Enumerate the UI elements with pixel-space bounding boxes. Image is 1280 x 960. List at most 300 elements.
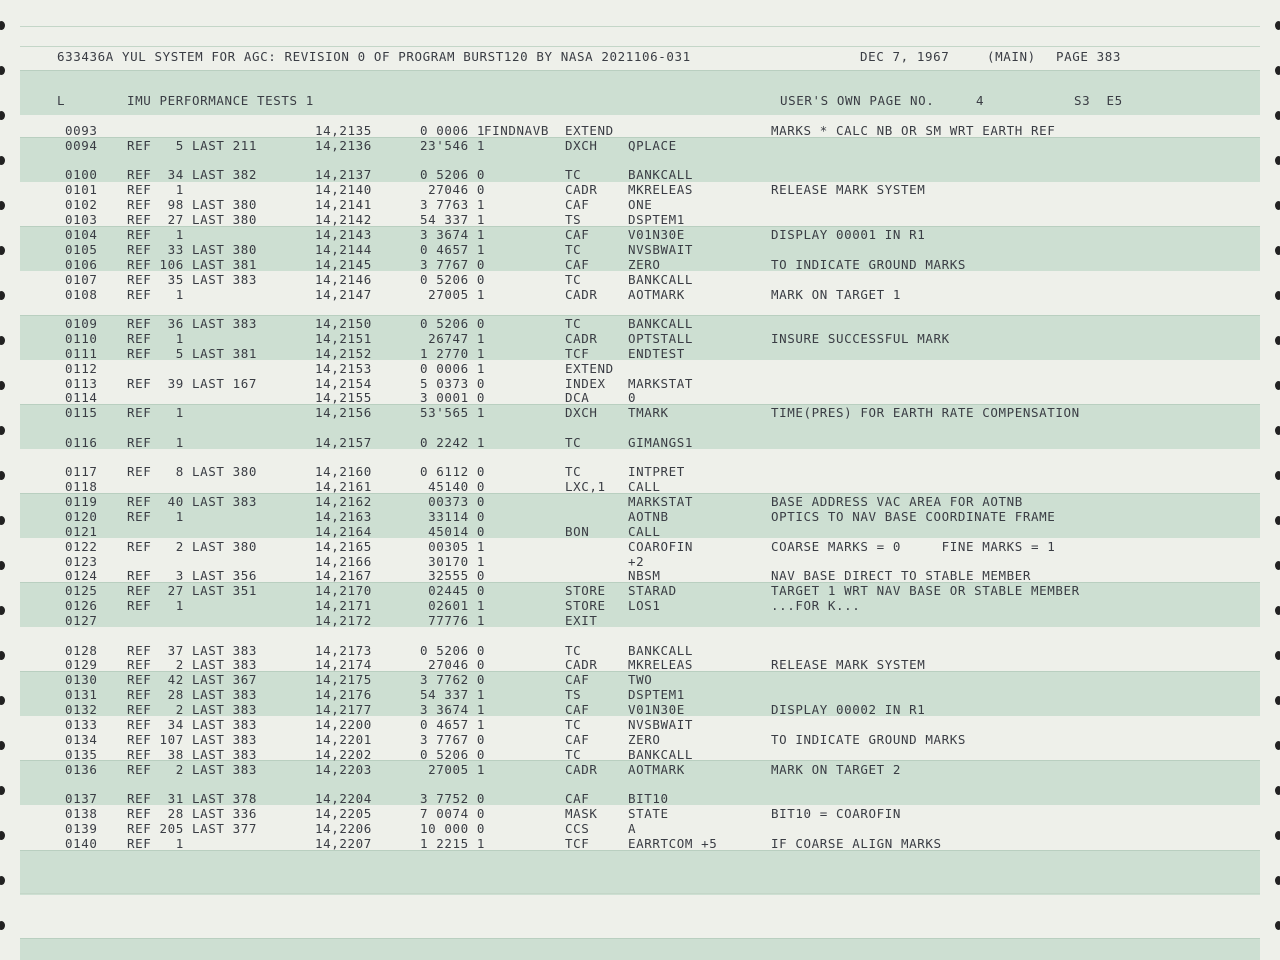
row-comment: MARKS * CALC NB OR SM WRT EARTH REF: [771, 123, 1056, 138]
row-line-number: 0106: [65, 256, 98, 272]
row-operand: AOTMARK: [628, 761, 685, 777]
row-address: 14,2156: [315, 405, 372, 421]
row-reference: REF 37 LAST 383: [127, 642, 258, 658]
row-line-number: 0094: [65, 137, 98, 153]
row-opcode: DCA: [565, 390, 590, 406]
row-reference: REF 2 LAST 383: [127, 657, 258, 673]
row-octal-word: 0 0006 1: [419, 123, 485, 138]
row-operand: DSPTEM1: [628, 687, 685, 703]
row-address: 14,2201: [315, 731, 372, 747]
row-opcode: LXC,1: [565, 479, 606, 494]
page-codes: S3 E5: [1074, 93, 1123, 108]
row-address: 14,2154: [315, 375, 372, 391]
row-address: 14,2150: [315, 315, 372, 331]
green-bar-band: [20, 938, 1260, 960]
row-address: 14,2153: [315, 360, 372, 376]
listing-row: [0, 807, 1280, 821]
row-operand: OPTSTALL: [628, 330, 694, 346]
row-reference: REF 40 LAST 383: [127, 493, 258, 509]
row-reference: REF 2 LAST 383: [127, 761, 258, 777]
row-line-number: 0135: [65, 746, 98, 762]
row-reference: REF 1: [127, 330, 184, 346]
listing-row: [0, 718, 1280, 732]
row-line-number: 0129: [65, 657, 98, 673]
row-operand: ZERO: [628, 256, 661, 272]
listing-row: [0, 510, 1280, 524]
row-operand: BANKCALL: [628, 271, 694, 287]
row-reference: REF 107 LAST 383: [127, 731, 258, 747]
listing-row: [0, 213, 1280, 227]
row-octal-word: 02601 1: [428, 598, 485, 614]
row-comment: RELEASE MARK SYSTEM: [771, 657, 926, 673]
row-line-number: 0138: [65, 806, 98, 821]
row-octal-word: 27005 1: [428, 286, 485, 302]
row-operand: V01N30E: [628, 226, 685, 242]
row-octal-word: 3 7752 0: [419, 791, 485, 807]
listing-row: [0, 540, 1280, 554]
own-page-number: 4: [976, 93, 985, 108]
row-comment: IF COARSE ALIGN MARKS: [771, 835, 942, 851]
listing-row: [0, 569, 1280, 583]
header-section: (MAIN): [987, 49, 1036, 64]
row-opcode: TC: [565, 315, 582, 331]
row-address: 14,2162: [315, 493, 372, 509]
row-operand: EARRTCOM +5: [628, 835, 718, 851]
row-opcode: CAF: [565, 226, 590, 242]
row-reference: REF 1: [127, 598, 184, 614]
row-octal-word: 77776 1: [428, 613, 485, 629]
row-opcode: CADR: [565, 657, 598, 673]
listing-row: [0, 198, 1280, 212]
row-address: 14,2203: [315, 761, 372, 777]
row-octal-word: 3 7763 1: [419, 197, 485, 213]
row-line-number: 0115: [65, 405, 98, 421]
row-line-number: 0136: [65, 761, 98, 777]
row-address: 14,2155: [315, 390, 372, 406]
row-comment: MARK ON TARGET 2: [771, 761, 902, 777]
row-address: 14,2176: [315, 687, 372, 703]
row-opcode: TC: [565, 746, 582, 762]
row-opcode: BON: [565, 523, 590, 539]
row-reference: REF 34 LAST 383: [127, 717, 258, 732]
row-comment: TARGET 1 WRT NAV BASE OR STABLE MEMBER: [771, 583, 1080, 599]
row-octal-word: 3 0001 0: [419, 390, 485, 406]
listing-row: [0, 139, 1280, 153]
row-operand: AOTNB: [628, 508, 669, 524]
log-title: IMU PERFORMANCE TESTS 1: [127, 93, 314, 108]
row-opcode: EXIT: [565, 613, 598, 629]
row-address: 14,2165: [315, 538, 372, 554]
row-octal-word: 27046 0: [428, 182, 485, 198]
listing-row: [0, 822, 1280, 836]
row-line-number: 0120: [65, 508, 98, 524]
row-opcode: CAF: [565, 197, 590, 213]
row-reference: REF 42 LAST 367: [127, 672, 258, 688]
row-line-number: 0131: [65, 687, 98, 703]
row-comment: DISPLAY 00001 IN R1: [771, 226, 926, 242]
sprocket-hole: [0, 426, 5, 435]
row-operand: BIT10: [628, 791, 669, 807]
row-opcode: CADR: [565, 182, 598, 198]
listing-row: [0, 688, 1280, 702]
listing-row: [0, 317, 1280, 331]
row-line-number: 0109: [65, 315, 98, 331]
row-reference: REF 1: [127, 508, 184, 524]
listing-row: [0, 658, 1280, 672]
row-opcode: CCS: [565, 820, 590, 836]
row-operand: COAROFIN: [628, 538, 694, 554]
row-operand: QPLACE: [628, 137, 677, 153]
row-line-number: 0104: [65, 226, 98, 242]
listing-row: [0, 644, 1280, 658]
row-reference: REF 27 LAST 351: [127, 583, 258, 599]
row-opcode: TC: [565, 271, 582, 287]
row-octal-word: 26747 1: [428, 330, 485, 346]
row-comment: OPTICS TO NAV BASE COORDINATE FRAME: [771, 508, 1056, 524]
row-operand: CALL: [628, 523, 661, 539]
row-line-number: 0125: [65, 583, 98, 599]
row-opcode: TC: [565, 717, 582, 732]
row-address: 14,2205: [315, 806, 372, 821]
header-page: PAGE 383: [1056, 49, 1122, 64]
row-address: 14,2202: [315, 746, 372, 762]
row-opcode: CADR: [565, 286, 598, 302]
row-opcode: CAF: [565, 791, 590, 807]
row-octal-word: 7 0074 0: [419, 806, 485, 821]
row-opcode: CAF: [565, 256, 590, 272]
row-reference: REF 2 LAST 380: [127, 538, 258, 554]
row-octal-word: 54 337 1: [419, 212, 485, 227]
row-operand: GIMANGS1: [628, 434, 694, 450]
row-address: 14,2135: [315, 123, 372, 138]
sprocket-hole: [0, 66, 5, 75]
listing-row: [0, 436, 1280, 450]
row-address: 14,2170: [315, 583, 372, 599]
row-address: 14,2207: [315, 835, 372, 851]
header-title: 633436A YUL SYSTEM FOR AGC: REVISION 0 OF PROGRAM BURST120 BY NASA 2021106-031: [57, 49, 691, 64]
row-reference: REF 31 LAST 378: [127, 791, 258, 807]
row-opcode: DXCH: [565, 137, 598, 153]
row-operand: A: [628, 820, 637, 836]
row-operand: NVSBWAIT: [628, 717, 694, 732]
row-address: 14,2206: [315, 820, 372, 836]
row-reference: REF 38 LAST 383: [127, 746, 258, 762]
row-octal-word: 00373 0: [428, 493, 485, 509]
row-reference: REF 5 LAST 381: [127, 345, 258, 361]
row-line-number: 0127: [65, 613, 98, 629]
row-opcode: STORE: [565, 583, 606, 599]
row-line-number: 0124: [65, 568, 98, 584]
row-address: 14,2136: [315, 137, 372, 153]
row-reference: REF 35 LAST 383: [127, 271, 258, 287]
row-line-number: 0103: [65, 212, 98, 227]
sprocket-hole: [1275, 111, 1280, 120]
listing-row: [0, 525, 1280, 539]
row-octal-word: 0 5206 0: [419, 271, 485, 287]
row-line-number: 0121: [65, 523, 98, 539]
row-line-number: 0107: [65, 271, 98, 287]
listing-row: [0, 733, 1280, 747]
row-operand: DSPTEM1: [628, 212, 685, 227]
row-line-number: 0114: [65, 390, 98, 406]
row-opcode: TCF: [565, 835, 590, 851]
listing-row: [0, 273, 1280, 287]
row-octal-word: 3 3674 1: [419, 702, 485, 718]
row-reference: REF 98 LAST 380: [127, 197, 258, 213]
row-address: 14,2142: [315, 212, 372, 227]
row-line-number: 0130: [65, 672, 98, 688]
row-octal-word: 1 2770 1: [419, 345, 485, 361]
row-opcode: MASK: [565, 806, 598, 821]
row-comment: RELEASE MARK SYSTEM: [771, 182, 926, 198]
row-address: 14,2145: [315, 256, 372, 272]
row-line-number: 0126: [65, 598, 98, 614]
row-address: 14,2174: [315, 657, 372, 673]
row-reference: REF 1: [127, 405, 184, 421]
row-operand: +2: [628, 553, 645, 569]
listing-row: [0, 837, 1280, 851]
listing-row: [0, 673, 1280, 687]
row-operand: MKRELEAS: [628, 657, 694, 673]
row-octal-word: 3 7767 0: [419, 256, 485, 272]
sprocket-hole: [0, 156, 5, 165]
row-operand: NVSBWAIT: [628, 241, 694, 257]
sprocket-hole: [1275, 876, 1280, 885]
row-reference: REF 3 LAST 356: [127, 568, 258, 584]
row-octal-word: 0 0006 1: [419, 360, 485, 376]
sprocket-hole: [1275, 921, 1280, 930]
row-octal-word: 33114 0: [428, 508, 485, 524]
row-line-number: 0101: [65, 182, 98, 198]
row-comment: BIT10 = COAROFIN: [771, 806, 902, 821]
listing-row: [0, 480, 1280, 494]
row-reference: REF 106 LAST 381: [127, 256, 258, 272]
row-comment: INSURE SUCCESSFUL MARK: [771, 330, 950, 346]
row-address: 14,2143: [315, 226, 372, 242]
row-opcode: TC: [565, 167, 582, 183]
row-operand: MARKSTAT: [628, 493, 694, 509]
row-address: 14,2172: [315, 613, 372, 629]
listing-row: [0, 377, 1280, 391]
row-opcode: CAF: [565, 702, 590, 718]
row-operand: STARAD: [628, 583, 677, 599]
row-operand: MARKSTAT: [628, 375, 694, 391]
row-line-number: 0122: [65, 538, 98, 554]
row-opcode: TC: [565, 241, 582, 257]
listing-row: [0, 614, 1280, 628]
listing-row: [0, 465, 1280, 479]
row-octal-word: 00305 1: [428, 538, 485, 554]
listing-row: [0, 406, 1280, 420]
row-address: 14,2161: [315, 479, 372, 494]
row-operand: LOS1: [628, 598, 661, 614]
row-comment: MARK ON TARGET 1: [771, 286, 902, 302]
row-octal-word: 27046 0: [428, 657, 485, 673]
row-reference: REF 1: [127, 835, 184, 851]
row-opcode: CADR: [565, 330, 598, 346]
row-octal-word: 54 337 1: [419, 687, 485, 703]
listing-row: [0, 183, 1280, 197]
row-line-number: 0134: [65, 731, 98, 747]
row-reference: REF 39 LAST 167: [127, 375, 258, 391]
row-reference: REF 205 LAST 377: [127, 820, 258, 836]
row-line-number: 0110: [65, 330, 98, 346]
listing-row: [0, 168, 1280, 182]
row-opcode: INDEX: [565, 375, 606, 391]
listing-row: [0, 258, 1280, 272]
row-operand: MKRELEAS: [628, 182, 694, 198]
row-line-number: 0100: [65, 167, 98, 183]
sprocket-hole: [1275, 66, 1280, 75]
listing-row: [0, 792, 1280, 806]
listing-row: [0, 584, 1280, 598]
row-operand: AOTMARK: [628, 286, 685, 302]
listing-row: [0, 763, 1280, 777]
row-address: 14,2175: [315, 672, 372, 688]
row-reference: REF 28 LAST 336: [127, 806, 258, 821]
row-octal-word: 32555 0: [428, 568, 485, 584]
log-marker: L: [57, 93, 66, 108]
row-operand: ENDTEST: [628, 345, 685, 361]
row-comment: DISPLAY 00002 IN R1: [771, 702, 926, 718]
row-octal-word: 0 5206 0: [419, 642, 485, 658]
row-address: 14,2164: [315, 523, 372, 539]
row-octal-word: 5 0373 0: [419, 375, 485, 391]
row-address: 14,2204: [315, 791, 372, 807]
row-reference: REF 27 LAST 380: [127, 212, 258, 227]
row-address: 14,2200: [315, 717, 372, 732]
row-operand: BANKCALL: [628, 746, 694, 762]
row-operand: STATE: [628, 806, 669, 821]
row-operand: INTPRET: [628, 464, 685, 480]
own-page-label: USER'S OWN PAGE NO.: [780, 93, 935, 108]
row-address: 14,2141: [315, 197, 372, 213]
row-address: 14,2157: [315, 434, 372, 450]
row-opcode: EXTEND: [565, 123, 614, 138]
row-reference: REF 36 LAST 383: [127, 315, 258, 331]
row-line-number: 0140: [65, 835, 98, 851]
row-address: 14,2144: [315, 241, 372, 257]
row-octal-word: 0 4657 1: [419, 241, 485, 257]
row-label: FINDNAVB: [484, 123, 550, 138]
green-bar-band: [20, 850, 1260, 895]
row-octal-word: 30170 1: [428, 553, 485, 569]
row-address: 14,2177: [315, 702, 372, 718]
row-line-number: 0133: [65, 717, 98, 732]
row-octal-word: 53'565 1: [419, 405, 485, 421]
listing-row: [0, 332, 1280, 346]
row-octal-word: 3 3674 1: [419, 226, 485, 242]
row-opcode: CADR: [565, 761, 598, 777]
row-octal-word: 3 7767 0: [419, 731, 485, 747]
paper-rule: [20, 26, 1260, 27]
row-line-number: 0093: [65, 123, 98, 138]
header-date: DEC 7, 1967: [860, 49, 950, 64]
listing-row: [0, 362, 1280, 376]
row-octal-word: 3 7762 0: [419, 672, 485, 688]
sprocket-hole: [1275, 21, 1280, 30]
row-opcode: TC: [565, 642, 582, 658]
row-operand: BANKCALL: [628, 642, 694, 658]
row-operand: TWO: [628, 672, 653, 688]
row-address: 14,2160: [315, 464, 372, 480]
paper-rule: [20, 46, 1260, 47]
listing-row: [0, 495, 1280, 509]
row-line-number: 0123: [65, 553, 98, 569]
row-operand: ONE: [628, 197, 653, 213]
row-opcode: EXTEND: [565, 360, 614, 376]
row-octal-word: 1 2215 1: [419, 835, 485, 851]
row-opcode: TC: [565, 434, 582, 450]
row-line-number: 0132: [65, 702, 98, 718]
row-opcode: CAF: [565, 731, 590, 747]
sprocket-hole: [1275, 426, 1280, 435]
row-comment: NAV BASE DIRECT TO STABLE MEMBER: [771, 568, 1032, 584]
row-octal-word: 45140 0: [428, 479, 485, 494]
listing-row: [0, 347, 1280, 361]
row-address: 14,2167: [315, 568, 372, 584]
row-octal-word: 0 5206 0: [419, 315, 485, 331]
sprocket-hole: [0, 921, 5, 930]
row-comment: BASE ADDRESS VAC AREA FOR AOTNB: [771, 493, 1023, 509]
row-opcode: DXCH: [565, 405, 598, 421]
row-reference: REF 5 LAST 211: [127, 137, 258, 153]
row-address: 14,2171: [315, 598, 372, 614]
row-opcode: CAF: [565, 672, 590, 688]
row-operand: V01N30E: [628, 702, 685, 718]
row-line-number: 0113: [65, 375, 98, 391]
row-opcode: STORE: [565, 598, 606, 614]
row-comment: COARSE MARKS = 0 FINE MARKS = 1: [771, 538, 1056, 554]
row-address: 14,2163: [315, 508, 372, 524]
row-comment: TO INDICATE GROUND MARKS: [771, 256, 967, 272]
row-address: 14,2152: [315, 345, 372, 361]
row-address: 14,2140: [315, 182, 372, 198]
sprocket-hole: [0, 111, 5, 120]
sprocket-hole: [0, 21, 5, 30]
row-address: 14,2137: [315, 167, 372, 183]
row-line-number: 0119: [65, 493, 98, 509]
row-address: 14,2151: [315, 330, 372, 346]
row-reference: REF 2 LAST 383: [127, 702, 258, 718]
row-address: 14,2147: [315, 286, 372, 302]
row-line-number: 0137: [65, 791, 98, 807]
row-line-number: 0117: [65, 464, 98, 480]
row-reference: REF 8 LAST 380: [127, 464, 258, 480]
row-line-number: 0118: [65, 479, 98, 494]
row-reference: REF 1: [127, 226, 184, 242]
row-octal-word: 45014 0: [428, 523, 485, 539]
listing-row: [0, 599, 1280, 613]
row-line-number: 0102: [65, 197, 98, 213]
row-reference: REF 28 LAST 383: [127, 687, 258, 703]
row-reference: REF 33 LAST 380: [127, 241, 258, 257]
listing-row: [0, 288, 1280, 302]
row-octal-word: 23'546 1: [419, 137, 485, 153]
row-address: 14,2146: [315, 271, 372, 287]
row-reference: REF 1: [127, 182, 184, 198]
listing-row: [0, 228, 1280, 242]
row-line-number: 0108: [65, 286, 98, 302]
row-opcode: TS: [565, 212, 582, 227]
row-octal-word: 0 4657 1: [419, 717, 485, 732]
row-opcode: TS: [565, 687, 582, 703]
listing-row: [0, 748, 1280, 762]
row-operand: TMARK: [628, 405, 669, 421]
listing-row: [0, 124, 1280, 138]
row-comment: ...FOR K...: [771, 598, 861, 614]
row-octal-word: 27005 1: [428, 761, 485, 777]
